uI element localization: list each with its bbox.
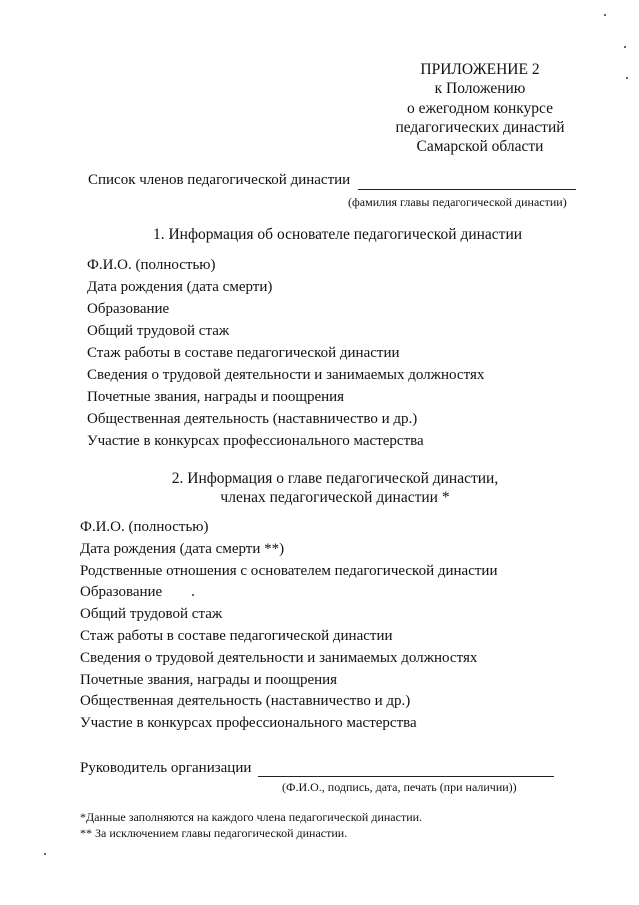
footnotes [80,809,422,841]
field-label: Ф.И.О. (полностью) [80,519,209,535]
organization-head-signature-blank [258,776,554,777]
section-1-fields [87,254,484,452]
appendix-title: ПРИЛОЖЕНИЕ 2 [420,61,540,78]
field-label: Участие в конкурсах профессионального мастерства [80,715,417,732]
section-1-title: 1. Информация об основателе педагогической династии [152,226,523,243]
field-label: Ф.И.О. (полностью) [87,257,216,273]
dynasty-head-name-caption: (фамилия главы педагогической династии) [348,195,567,209]
field-label: Сведения о трудовой деятельности и занимаемых должностях [87,367,485,383]
scan-speck [624,46,626,48]
field-label: Сведения о трудовой деятельности и занимаемых должностях [80,649,478,666]
section-2-title-line-1: 2. Информация о главе педагогической династии, [171,470,499,487]
field-label: Общественная деятельность (наставничество и др.) [80,693,411,710]
scan-speck [626,77,628,79]
appendix-line: педагогических династий [395,118,565,136]
field-label: Образование [87,301,170,317]
field-label: Почетные звания, награды и поощрения [87,389,345,405]
field-label: Стаж работы в составе педагогической династии [87,345,400,361]
section-2-title [150,470,520,507]
section-2-fields [80,517,497,735]
scan-speck [44,853,46,855]
appendix-line: о ежегодном конкурсе [406,99,554,117]
organization-head-caption: (Ф.И.О., подпись, дата, печать (при наличии)) [282,780,517,794]
footnote-2: ** За исключением главы педагогической династии. [80,826,348,840]
field-label: Общий трудовой стаж [87,323,230,339]
appendix-header [380,60,580,156]
field-label: Общественная деятельность (наставничество и др.) [87,411,418,427]
field-label: Дата рождения (дата смерти **) [80,540,285,557]
footnote-1: *Данные заполняются на каждого члена педагогической династии. [80,810,423,824]
field-label: Стаж работы в составе педагогической династии [80,627,393,644]
scan-speck [192,594,194,596]
field-label: Участие в конкурсах профессионального мастерства [87,433,424,449]
dynasty-list-label: Список членов педагогической династии [88,172,351,188]
appendix-line: Самарской области [416,138,544,156]
field-label: Почетные звания, награды и поощрения [80,671,338,688]
section-2-title-line-2: членах педагогической династии * [220,488,450,506]
field-label: Родственные отношения с основателем педагогической династии [80,562,498,579]
field-label: Дата рождения (дата смерти) [87,279,273,295]
appendix-line: к Положению [434,80,526,98]
scan-speck [604,14,606,16]
field-label: Образование [80,584,163,601]
field-label: Общий трудовой стаж [80,606,223,623]
dynasty-head-name-blank [358,189,576,190]
organization-head-label: Руководитель организации [80,760,252,776]
